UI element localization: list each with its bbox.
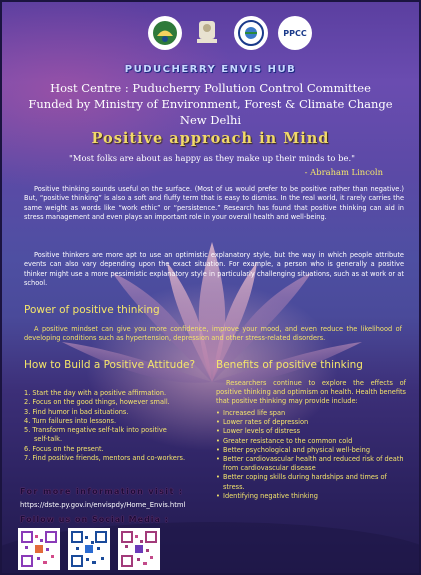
list-item: • Increased life span: [216, 409, 406, 418]
power-paragraph: A positive mindset can give you more confidence, improve your mood, and even reduce the likelihood of developing conditions such as hypertension, depression and other stress-related disorders.: [24, 325, 402, 343]
intro-paragraph: Positive thinking sounds useful on the surface. (Most of us would prefer to be positive rather than negative.) But, “positive thinking” is also a soft and fluffy term that is easy to dismiss. In the real world, it rarely carries the same weight as words like “work ethic” or “persistence.” Research has found that positive thinking can aid in stress management and even plays an important role in your overall health and well-being.: [24, 185, 404, 222]
facebook-qr-code[interactable]: [68, 528, 110, 570]
list-item: • Better cardiovascular health and reduced risk of death from cardiovascular disease: [216, 455, 406, 473]
twitter-qr-code[interactable]: [118, 528, 160, 570]
benefits-intro: Researchers continue to explore the effects of positive thinking and optimism on health. Health benefits that positive thinking may provide include:: [216, 379, 406, 406]
puducherry-seal-logo: [148, 16, 182, 50]
national-emblem-logo: [190, 16, 224, 50]
benefits-list: [216, 409, 406, 501]
quote-author: - Abraham Lincoln: [304, 167, 383, 177]
poster-title: Positive approach in Mind: [91, 130, 330, 147]
list-item: 5. Transform negative self-talk into positive: [24, 426, 167, 435]
explanatory-style-paragraph: Positive thinkers are more apt to use an optimistic explanatory style, but the way in which people attribute events can also vary depending upon the exact situation. For example, a person who is generally a positive thinker might use a more pessimistic explanatory style in particularly challenging situations, such as at work or at school.: [24, 251, 404, 288]
build-attitude-heading: How to Build a Positive Attitude?: [24, 359, 196, 371]
list-item: 4. Turn failures into lessons.: [24, 416, 117, 425]
list-item: • Better coping skills during hardships and times of stress.: [216, 473, 406, 491]
list-item: 2. Focus on the good things, however small.: [24, 398, 170, 407]
list-item: self-talk.: [34, 435, 63, 444]
list-item: 3. Find humor in bad situations.: [24, 407, 129, 416]
list-item: • Identifying negative thinking: [216, 492, 406, 501]
social-media-label: Follow us on Social Media :: [20, 515, 169, 524]
qr-pattern-icon: [121, 531, 157, 567]
funding-line: Funded by Ministry of Environment, Forest & Climate Change: [28, 97, 393, 111]
list-item: • Lower rates of depression: [216, 418, 406, 427]
list-item: • Lower levels of distress: [216, 427, 406, 436]
pollution-control-committee-logo: PPCC: [278, 16, 312, 50]
envis-logo: [234, 16, 268, 50]
list-item: • Better psychological and physical well-being: [216, 446, 406, 455]
instagram-qr-code[interactable]: [18, 528, 60, 570]
qr-pattern-icon: [71, 531, 107, 567]
power-heading: Power of positive thinking: [24, 304, 160, 316]
list-item: 7. Find positive friends, mentors and co-workers.: [24, 454, 186, 463]
list-item: • Greater resistance to the common cold: [216, 437, 406, 446]
build-attitude-list: [24, 389, 214, 463]
quote-text: "Most folks are about as happy as they make up their minds to be.": [69, 153, 355, 163]
host-centre-block: [2, 80, 419, 128]
host-centre-line: Host Centre : Puducherry Pollution Control Committee: [50, 81, 371, 95]
list-item: 1. Start the day with a positive affirmation.: [24, 389, 167, 397]
envis-hub-title: PUDUCHERRY ENVIS HUB: [124, 64, 297, 75]
website-link[interactable]: https://dste.py.gov.in/envispdy/Home_Envis.html: [20, 501, 186, 509]
benefits-heading: Benefits of positive thinking: [216, 359, 363, 371]
qr-pattern-icon: [21, 531, 57, 567]
more-info-label: For more information visit :: [20, 487, 184, 496]
list-item: 6. Focus on the present.: [24, 444, 104, 453]
location-line: New Delhi: [179, 113, 242, 127]
